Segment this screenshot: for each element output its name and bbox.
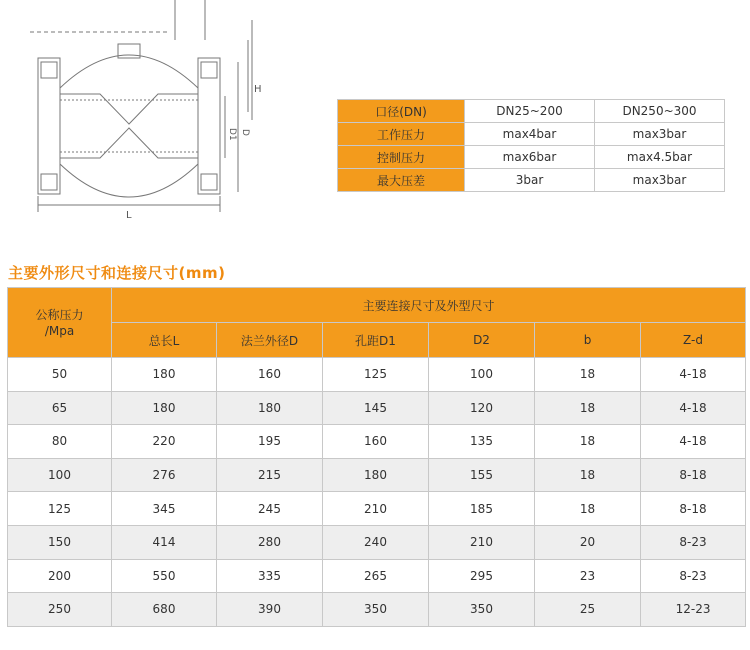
dimension-cell: 18	[535, 425, 641, 459]
nominal-pressure-unit: /Mpa	[44, 323, 75, 338]
dimension-cell: 8-18	[641, 458, 746, 492]
dimension-cell: 220	[112, 425, 217, 459]
dimension-cell: 12-23	[641, 593, 746, 627]
dimension-cell: 125	[323, 358, 429, 392]
spec-row	[338, 100, 725, 123]
col-header-bolt-circle: 孔距D1	[323, 323, 429, 358]
nominal-pressure-cell: 250	[8, 593, 112, 627]
dimension-cell: 390	[217, 593, 323, 627]
dimension-cell: 550	[112, 559, 217, 593]
dimension-cell: 680	[112, 593, 217, 627]
dimension-cell: 120	[429, 391, 535, 425]
table-row	[8, 559, 746, 593]
body-bottom-dome	[60, 164, 198, 197]
dimension-cell: 240	[323, 525, 429, 559]
dimension-cell: 25	[535, 593, 641, 627]
dimension-cell: 18	[535, 492, 641, 526]
table-row	[8, 593, 746, 627]
dimension-cell: 180	[323, 458, 429, 492]
dimension-cell: 135	[429, 425, 535, 459]
dimension-cell: 4-18	[641, 391, 746, 425]
spec-label: 最大压差	[338, 169, 465, 192]
dim-label-h: H	[254, 84, 262, 95]
col-header-z-d: Z-d	[641, 323, 746, 358]
group-header: 主要连接尺寸及外型尺寸	[112, 288, 746, 323]
dimension-cell: 18	[535, 391, 641, 425]
dimension-cell: 18	[535, 358, 641, 392]
inner-sleeve-top	[60, 94, 198, 124]
dimension-cell: 4-18	[641, 425, 746, 459]
spec-label: 工作压力	[338, 123, 465, 146]
spec-value: max6bar	[465, 146, 595, 169]
dimension-cell: 295	[429, 559, 535, 593]
nominal-pressure-cell: 50	[8, 358, 112, 392]
spec-row	[338, 169, 725, 192]
dimension-cell: 414	[112, 525, 217, 559]
dimension-cell: 8-23	[641, 559, 746, 593]
nominal-pressure-label: 公称压力	[35, 307, 84, 322]
valve-drawing-svg	[0, 0, 300, 230]
body-top-dome	[60, 55, 198, 88]
dim-label-d: D	[240, 129, 250, 136]
header-row-columns	[8, 323, 746, 358]
dimension-cell: 8-23	[641, 525, 746, 559]
dimension-cell: 180	[112, 391, 217, 425]
col-header-flange-diameter: 法兰外径D	[217, 323, 323, 358]
dimension-cell: 8-18	[641, 492, 746, 526]
col-header-d2: D2	[429, 323, 535, 358]
dimension-cell: 100	[429, 358, 535, 392]
spec-value: max4bar	[465, 123, 595, 146]
nominal-pressure-cell: 125	[8, 492, 112, 526]
dimension-cell: 350	[429, 593, 535, 627]
section-title: 主要外形尺寸和连接尺寸(mm)	[8, 264, 226, 282]
dimension-cell: 245	[217, 492, 323, 526]
col-header-total-length: 总长L	[112, 323, 217, 358]
dimensions-body	[8, 358, 746, 627]
header-row-top	[8, 288, 746, 323]
table-row	[8, 425, 746, 459]
dimension-cell: 155	[429, 458, 535, 492]
dimension-cell: 210	[323, 492, 429, 526]
dim-label-d1: D1	[227, 128, 237, 141]
spec-label: 控制压力	[338, 146, 465, 169]
dimension-cell: 160	[217, 358, 323, 392]
dimension-cell: 23	[535, 559, 641, 593]
table-row	[8, 492, 746, 526]
table-row	[8, 391, 746, 425]
nominal-pressure-cell: 65	[8, 391, 112, 425]
dimension-cell: 145	[323, 391, 429, 425]
nominal-pressure-cell: 100	[8, 458, 112, 492]
left-bolt-bottom	[41, 174, 57, 190]
spec-value: max4.5bar	[595, 146, 725, 169]
dimension-cell: 180	[112, 358, 217, 392]
spec-row	[338, 146, 725, 169]
dimension-cell: 280	[217, 525, 323, 559]
nominal-pressure-cell: 80	[8, 425, 112, 459]
dimensions-table	[7, 287, 746, 627]
dimension-cell: 185	[429, 492, 535, 526]
right-bolt-top	[201, 62, 217, 78]
dimension-cell: 335	[217, 559, 323, 593]
spec-value: max3bar	[595, 123, 725, 146]
dim-label-l: L	[126, 210, 132, 221]
dimension-cell: 345	[112, 492, 217, 526]
dimension-cell: 210	[429, 525, 535, 559]
left-bolt-top	[41, 62, 57, 78]
spec-value: max3bar	[595, 169, 725, 192]
spec-table	[337, 99, 725, 192]
valve-section-drawing	[0, 0, 300, 230]
dimension-cell: 265	[323, 559, 429, 593]
nominal-pressure-header	[8, 288, 112, 358]
dimension-cell: 20	[535, 525, 641, 559]
spec-label: 口径(DN)	[338, 100, 465, 123]
spec-value: DN25~200	[465, 100, 595, 123]
dimension-cell: 4-18	[641, 358, 746, 392]
dimension-cell: 18	[535, 458, 641, 492]
nominal-pressure-cell: 150	[8, 525, 112, 559]
dimension-cell: 276	[112, 458, 217, 492]
table-row	[8, 458, 746, 492]
dimension-cell: 215	[217, 458, 323, 492]
dimension-cell: 195	[217, 425, 323, 459]
dimension-cell: 180	[217, 391, 323, 425]
table-row	[8, 525, 746, 559]
dimension-cell: 160	[323, 425, 429, 459]
inner-sleeve-bottom	[60, 128, 198, 158]
dimension-cell: 350	[323, 593, 429, 627]
spec-value: DN250~300	[595, 100, 725, 123]
right-bolt-bottom	[201, 174, 217, 190]
col-header-b: b	[535, 323, 641, 358]
spec-value: 3bar	[465, 169, 595, 192]
spec-row	[338, 123, 725, 146]
nominal-pressure-cell: 200	[8, 559, 112, 593]
table-row	[8, 358, 746, 392]
